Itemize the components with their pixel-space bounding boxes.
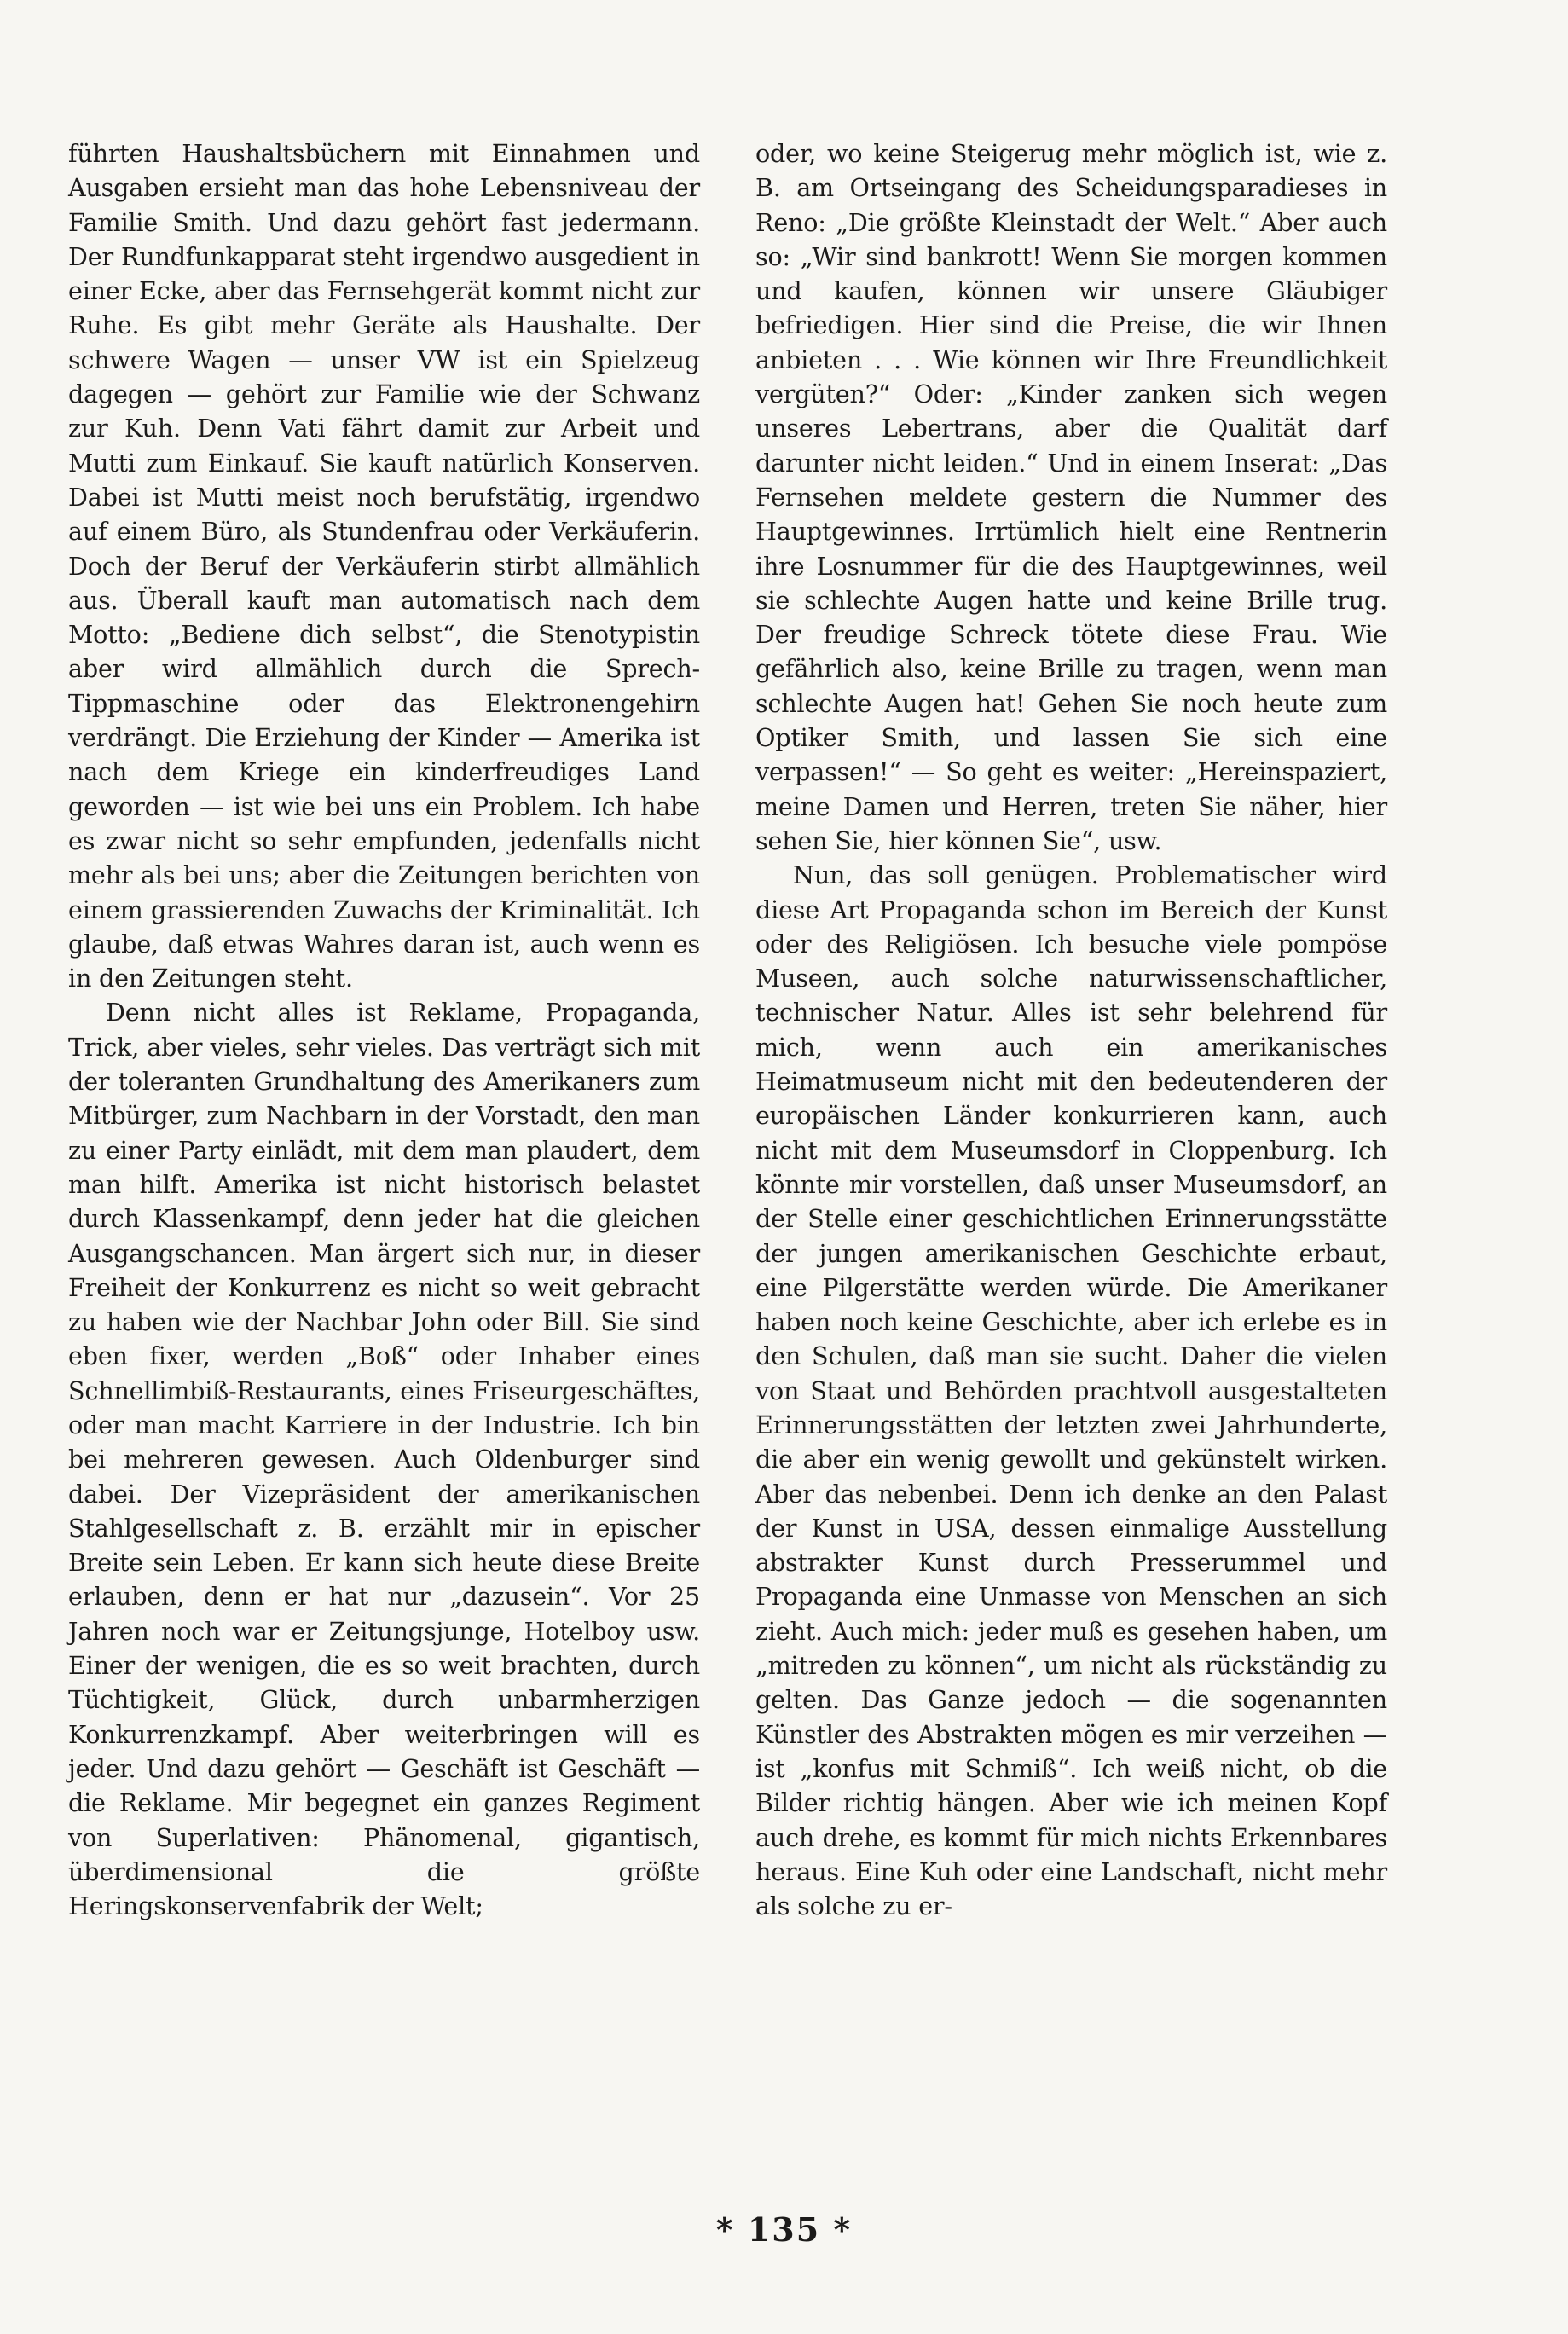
paragraph: führten Haushaltsbüchern mit Einnahmen und Ausgaben ersieht man das hohe Lebensniveau der Familie Smith. Und dazu gehört fast jedermann. Der Rundfunkapparat steht irgendwo ausgedient in einer Ecke, aber das Fernsehgerät kommt nicht zur Ruhe. Es gibt mehr Geräte als Haushalte. Der schwere Wagen — unser VW ist ein Spielzeug dagegen — gehört zur Familie wie der Schwanz zur Kuh. Denn Vati fährt damit zur Arbeit und Mutti zum Einkauf. Sie kauft natürlich Konserven. Dabei ist Mutti meist noch berufstätig, irgendwo auf einem Büro, als Stundenfrau oder Verkäuferin. Doch der Beruf der Verkäuferin stirbt allmählich aus. Überall kauft man automatisch nach dem Motto: „Bediene dich selbst“, die Stenotypistin aber wird allmählich durch die Sprech-Tippmaschine oder das Elektronengehirn verdrängt. Die Erziehung der Kinder — Amerika ist nach dem Kriege ein kinderfreudiges Land geworden — ist wie bei uns ein Problem. Ich habe es zwar nicht so sehr empfunden, jedenfalls nicht mehr als bei uns; aber die Zeitungen berichten von einem grassierenden Zuwachs der Kriminalität. Ich glaube, daß etwas Wahres daran ist, auch wenn es in den Zeitungen steht.	[68, 139, 700, 993]
right-column	[755, 136, 1387, 1923]
left-column	[68, 136, 700, 1923]
page-number: * 135 *	[715, 2210, 853, 2249]
paragraph: oder, wo keine Steigerug mehr möglich ist, wie z. B. am Ortseingang des Scheidungsparadieses in Reno: „Die größte Kleinstadt der Welt.“ Aber auch so: „Wir sind bankrott! Wenn Sie morgen kommen und kaufen, können wir unsere Gläubiger befriedigen. Hier sind die Preise, die wir Ihnen anbieten . . . Wie können wir Ihre Freundlichkeit vergüten?“ Oder: „Kinder zanken sich wegen unseres Lebertrans, aber die Qualität darf darunter nicht leiden.“ Und in einem Inserat: „Das Fernsehen meldete gestern die Nummer des Hauptgewinnes. Irrtümlich hielt eine Rentnerin ihre Losnummer für die des Hauptgewinnes, weil sie schlechte Augen hatte und keine Brille trug. Der freudige Schreck tötete diese Frau. Wie gefährlich also, keine Brille zu tragen, wenn man schlechte Augen hat! Gehen Sie noch heute zum Optiker Smith, und lassen Sie sich eine verpassen!“ — So geht es weiter: „Hereinspaziert, meine Damen und Herren, treten Sie näher, hier sehen Sie, hier können Sie“, usw.	[755, 139, 1387, 855]
paragraph: Denn nicht alles ist Reklame, Propaganda, Trick, aber vieles, sehr vieles. Das verträgt sich mit der toleranten Grundhaltung des Amerikaners zum Mitbürger, zum Nachbarn in der Vorstadt, den man zu einer Party einlädt, mit dem man plaudert, dem man hilft. Amerika ist nicht historisch belastet durch Klassenkampf, denn jeder hat die gleichen Ausgangschancen. Man ärgert sich nur, in dieser Freiheit der Konkurrenz es nicht so weit gebracht zu haben wie der Nachbar John oder Bill. Sie sind eben fixer, werden „Boß“ oder Inhaber eines Schnellimbiß-Restaurants, eines Friseurgeschäftes, oder man macht Karriere in der Industrie. Ich bin bei mehreren gewesen. Auch Oldenburger sind dabei. Der Vizepräsident der amerikanischen Stahlgesellschaft z. B. erzählt mir in epischer Breite sein Leben. Er kann sich heute diese Breite erlauben, denn er hat nur „dazusein“. Vor 25 Jahren noch war er Zeitungsjunge, Hotelboy usw. Einer der wenigen, die es so weit brachten, durch Tüchtigkeit, Glück, durch unbarmherzigen Konkurrenzkampf. Aber weiterbringen will es jeder. Und dazu gehört — Geschäft ist Geschäft — die Reklame. Mir begegnet ein ganzes Regiment von Superlativen: Phänomenal, gigantisch, überdimensional die größte Heringskonservenfabrik der Welt;	[68, 998, 700, 1921]
paragraph: Nun, das soll genügen. Problematischer wird diese Art Propaganda schon im Bereich der Kunst oder des Religiösen. Ich besuche viele pompöse Museen, auch solche naturwissenschaftlicher, technischer Natur. Alles ist sehr belehrend für mich, wenn auch ein amerikanisches Heimatmuseum nicht mit den bedeutenderen der europäischen Länder konkurrieren kann, auch nicht mit dem Museumsdorf in Cloppenburg. Ich könnte mir vorstellen, daß unser Museumsdorf, an der Stelle einer geschichtlichen Erinnerungsstätte der jungen amerikanischen Geschichte erbaut, eine Pilgerstätte werden würde. Die Amerikaner haben noch keine Geschichte, aber ich erlebe es in den Schulen, daß man sie sucht. Daher die vielen von Staat und Behörden prachtvoll ausgestalteten Erinnerungsstätten der letzten zwei Jahrhunderte, die aber ein wenig gewollt und gekünstelt wirken. Aber das nebenbei. Denn ich denke an den Palast der Kunst in USA, dessen einmalige Ausstellung abstrakter Kunst durch Presserummel und Propaganda eine Unmasse von Menschen an sich zieht. Auch mich: jeder muß es gesehen haben, um „mitreden zu können“, um nicht als rückständig zu gelten. Das Ganze jedoch — die sogenannten Künstler des Abstrakten mögen es mir verzeihen — ist „konfus mit Schmiß“. Ich weiß nicht, ob die Bilder richtig hängen. Aber wie ich meinen Kopf auch drehe, es kommt für mich nichts Erkennbares heraus. Eine Kuh oder eine Landschaft, nicht mehr als solche zu er-	[755, 860, 1387, 1921]
